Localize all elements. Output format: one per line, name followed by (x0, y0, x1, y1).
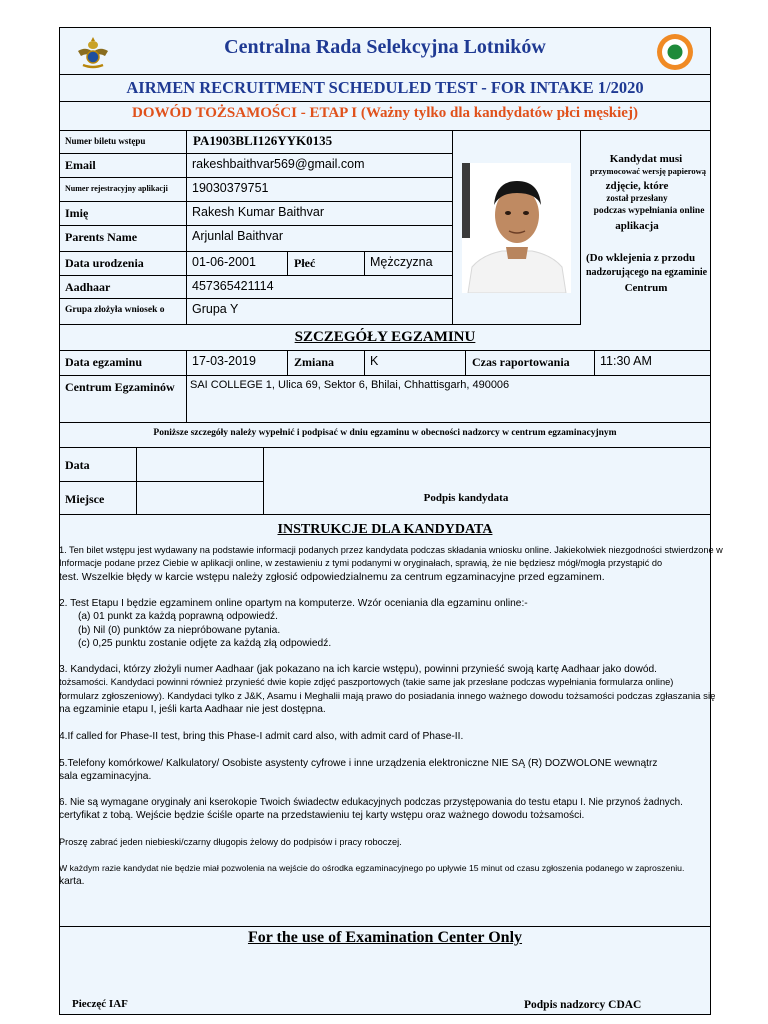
sex-value: Mężczyzna (365, 252, 453, 276)
email-label: Email (59, 154, 187, 178)
report-time-label: Czas raportowania (466, 351, 595, 376)
date-field-input[interactable] (137, 448, 264, 482)
centre-label: Centrum Egzaminów (59, 376, 187, 423)
subtitle: AIRMEN RECRUITMENT SCHEDULED TEST - FOR INTAKE 1/2020 (126, 78, 644, 97)
group-value: Grupa Y (187, 299, 453, 325)
shift-value: K (365, 351, 466, 376)
dob-label: Data urodzenia (59, 252, 187, 276)
centre-value: SAI COLLEGE 1, Ulica 69, Sektor 6, Bhilai, Chhattisgarh, 490006 (187, 376, 711, 423)
header-row (59, 27, 711, 75)
instruction-2c: (c) 0,25 punktu zostanie odjęte za każdą złą odpowiedź. (78, 638, 332, 650)
instruction-7 (59, 836, 767, 849)
supervisor-signature-label: Podpis nadzorcy CDAC (524, 999, 642, 1011)
signature-box[interactable] (264, 448, 711, 515)
instruction-3c: formularz zgłoszeniowy). Kandydaci tylko z J&K, Asamu i Meghalii mają prawo do posiadania innego ważnego dowodu tożsamości podczas zgłaszania się (59, 690, 716, 702)
instruction-5b: sala egzaminacyjna. (59, 771, 152, 783)
instruction-1a: 1. Ten bilet wstępu jest wydawany na podstawie informacji podanych przez kandydata podczas składania wniosku online. Jakiekolwiek niezgodności stwierdzone w (59, 545, 723, 555)
reg-value: 19030379751 (187, 178, 453, 202)
instruction-4 (59, 730, 767, 743)
instruction-2 (59, 597, 767, 651)
instruction-2-text: 2. Test Etapu I będzie egzaminem online opartym na komputerze. Wzór oceniania dla egzaminu online:- (59, 598, 528, 609)
place-field-input[interactable] (137, 482, 264, 515)
photo-note-line3: zdjęcie, które (605, 180, 669, 192)
sex-label: Płeć (288, 252, 365, 276)
place-field-label: Miejsce (59, 482, 137, 515)
instruction-5a: 5.Telefony komórkowe/ Kalkulatory/ Osobiste asystenty cyfrowe i inne urządzenia elektroniczne NIE SĄ (R) DOZWOLONE wewnątrz (59, 758, 658, 769)
instruction-5 (59, 757, 767, 784)
exam-date-value: 17-03-2019 (187, 351, 288, 376)
exam-center-title: For the use of Examination Center Only (247, 929, 523, 946)
instruction-6b: certyfikat z tobą. Wejście będzie ściśle oparte na przedstawieniu tej karty wstępu oraz ważnego dowodu tożsamości. (59, 810, 585, 822)
parents-value: Arjunlal Baithvar (187, 226, 453, 252)
email-value: rakeshbaithvar569@gmail.com (187, 154, 453, 178)
ticket-value: PA1903BLI126YYK0135 (187, 130, 453, 154)
instructions-title: INSTRUKCJE DLA KANDYDATA (277, 522, 493, 537)
photo-note-line6: aplikacja (615, 220, 659, 232)
instruction-2a: (a) 01 punkt za każdą poprawną odpowiedź. (78, 611, 278, 623)
photo-note-line4: został przesłany (606, 193, 668, 203)
fill-note: Poniższe szczegóły należy wypełnić i podpisać w dniu egzaminu w obecności nadzorcy w centrum egzaminacyjnym (153, 428, 617, 438)
aadhaar-label: Aadhaar (59, 276, 187, 299)
instruction-6 (59, 796, 767, 823)
date-field-label: Data (59, 448, 137, 482)
exam-section-title: SZCZEGÓŁY EGZAMINU (294, 329, 476, 345)
parents-label: Parents Name (59, 226, 187, 252)
group-label: Grupa złożyła wniosek o (59, 299, 187, 325)
exam-date-label: Data egzaminu (59, 351, 187, 376)
dob-value: 01-06-2001 (187, 252, 288, 276)
instruction-4-text: 4.If called for Phase-II test, bring this Phase-I admit card also, with admit card of Phase-II. (59, 731, 464, 742)
photo-note-line7: (Do wklejenia z przodu (586, 252, 696, 264)
aadhaar-value: 457365421114 (187, 276, 453, 299)
reg-label: Numer rejestracyjny aplikacji (59, 178, 187, 202)
instruction-7-text: Proszę zabrać jeden niebieski/czarny długopis żelowy do podpisów i pracy roboczej. (59, 837, 402, 847)
iaf-seal-label: Pieczęć IAF (72, 998, 128, 1010)
instruction-1c: test. Wszelkie błędy w karcie wstępu należy zgłosić odpowiedzialnemu za centrum egzaminacyjne przed egzaminem. (59, 570, 605, 583)
photo-note-line2: przymocować wersję papierową (590, 166, 706, 176)
instruction-3d: na egzaminie etapu I, jeśli karta Aadhaar nie jest dostępna. (59, 704, 326, 716)
instruction-8 (59, 862, 767, 889)
instruction-8a: W każdym razie kandydat nie będzie miał pozwolenia na wejście do ośrodka egzaminacyjnego po upływie 15 minut od czasu zgłoszenia podanego w zaproszeniu. (59, 863, 685, 873)
candidate-signature-label: Podpis kandydata (423, 492, 509, 504)
page-title: Centralna Rada Selekcyjna Lotników (224, 36, 546, 58)
instruction-8b: karta. (59, 876, 85, 888)
instruction-3a: 3. Kandydaci, którzy złożyli numer Aadhaar (jak pokazano na ich karcie wstępu), powinni przynieść swoją kartę Aadhaar jako dowód. (59, 664, 657, 675)
ticket-label: Numer biletu wstępu (59, 130, 187, 154)
photo-note-line5: podczas wypełniania online (593, 206, 705, 216)
instruction-6a: 6. Nie są wymagane oryginały ani kserokopie Twoich świadectw edukacyjnych podczas przystępowania do testu etapu I. Nie przynoś żadnych. (59, 797, 683, 808)
instruction-3 (59, 663, 767, 717)
photo-note-line8: nadzorującego na egzaminie (586, 267, 708, 278)
name-label: Imię (59, 202, 187, 226)
instruction-2b: (b) Nil (0) punktów za niepróbowane pytania. (78, 624, 281, 636)
name-value: Rakesh Kumar Baithvar (187, 202, 453, 226)
instruction-1 (59, 544, 767, 584)
instruction-3b: tożsamości. Kandydaci powinni również przynieść dwie kopie zdjęć paszportowych (takie same jak przesłane podczas wypełniania formularza online) (59, 677, 674, 688)
doc-title: DOWÓD TOŻSAMOŚCI - ETAP I (Ważny tylko dla kandydatów płci męskiej) (132, 105, 638, 121)
instruction-1b: Informacje podane przez Ciebie w aplikacji online, w zestawieniu z tymi podanymi w oryginałach, sprawią, że nie będziesz mógł/mogła przystąpić do (59, 558, 663, 569)
photo-note-line1: Kandydat musi (609, 153, 683, 165)
photo-note-line9: Centrum (624, 282, 668, 294)
photo-frame (453, 130, 581, 325)
shift-label: Zmiana (288, 351, 365, 376)
report-time-value: 11:30 AM (595, 351, 711, 376)
